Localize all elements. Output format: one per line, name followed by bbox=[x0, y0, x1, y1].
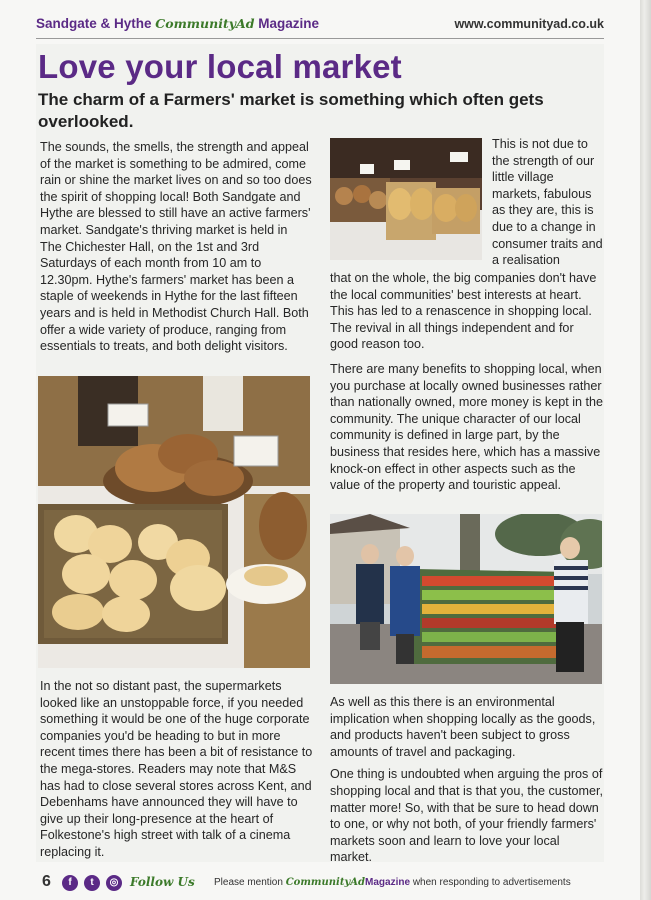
paragraph: As well as this there is an environmental implication when shopping locally as the goods, and products haven't been subject to gross amounts of travel and packaging. bbox=[330, 695, 596, 759]
paragraph: The sounds, the smells, the strength and appeal of the market is something to be admired, come rain or shine the market lives on and so too does the spirit of shopping local! Both Sandgate and Hythe are blessed to still have an active farmers' market. Sandgate's thriving market is held in The Chichester Hall, on the 1st and 3rd Saturdays of each month from 10 am to 12.30pm. Hythe's farmers' market has been a staple of weekends in Hythe for the last fifteen years and is held in Methodist Church Hall. Both offer a wide variety of produce, ranging from essentials to treats, and both delight visitors. bbox=[40, 140, 312, 354]
brand-script: CommunityAd bbox=[155, 16, 255, 31]
column-right-wrap bbox=[492, 136, 604, 275]
paragraph: that on the whole, the big companies don't have the local communities' best interests at heart. This has led to a renascence in shopping local. The revival in all things independent and for good reason too. bbox=[330, 271, 597, 352]
facebook-icon[interactable]: f bbox=[62, 875, 78, 891]
mention-script: CommunityAd bbox=[285, 877, 366, 888]
brand-suffix: Magazine bbox=[258, 16, 319, 31]
mention-magazine: Magazine bbox=[365, 877, 411, 888]
website-url[interactable]: www.communityad.co.uk bbox=[454, 17, 604, 31]
page-number: 6 bbox=[42, 873, 51, 890]
column-left-top bbox=[40, 139, 312, 361]
instagram-icon[interactable]: ◎ bbox=[106, 875, 122, 891]
mention-prefix: Please mention bbox=[214, 877, 283, 888]
market-stall-photo bbox=[330, 514, 602, 684]
paragraph: This is not due to the strength of our little village markets, fabulous as they are, this is due to a change in consumer traits and a realisation bbox=[492, 137, 603, 268]
pastries-photo bbox=[330, 138, 482, 260]
mention-suffix: when responding to advertisements bbox=[412, 877, 571, 888]
paragraph: In the not so distant past, the supermarkets looked like an unstoppable force, if you needed something it would be one of the huge corporate companies you'd be heading to but in more recent times there has been a bit of resistance to the mega-stores. Readers may note that M&S has had to close several stores across Kent, and Debenhams have announced they will have to give up their long-presence at the heart of Folkestone's high street with talk of a cinema replacing it. bbox=[40, 679, 313, 859]
page-header bbox=[36, 14, 604, 36]
column-right-bottom bbox=[330, 694, 604, 872]
bread-basket-photo bbox=[38, 376, 310, 668]
follow-us-label: Follow Us bbox=[130, 875, 195, 889]
paragraph: One thing is undoubted when arguing the pros of shopping local and that is that you, the customer, matter more! So, with that be sure to head down to one, or why not both, of your friendly farmers' markets soon and learn to love your local market. bbox=[330, 767, 604, 865]
brand-prefix: Sandgate & Hythe bbox=[36, 16, 152, 31]
twitter-icon[interactable]: t bbox=[84, 875, 100, 891]
page-spine bbox=[640, 0, 651, 900]
article-title: Love your local market bbox=[38, 48, 402, 85]
article-subtitle: The charm of a Farmers' market is something which often gets overlooked. bbox=[38, 90, 544, 131]
column-left-bottom bbox=[40, 678, 314, 867]
header-divider bbox=[36, 38, 604, 39]
page-footer bbox=[36, 872, 604, 894]
magazine-brand bbox=[36, 16, 319, 31]
paragraph: There are many benefits to shopping local, when you purchase at locally owned businesses rather than nationally owned, more money is kept in the community. The unique character of our local community is defined in large part, by the business that resides here, which has a massive knock-on effect in other aspects such as the value of the property and touristic appeal. bbox=[330, 361, 604, 493]
advertiser-mention bbox=[214, 877, 571, 888]
column-right-top bbox=[330, 270, 604, 500]
